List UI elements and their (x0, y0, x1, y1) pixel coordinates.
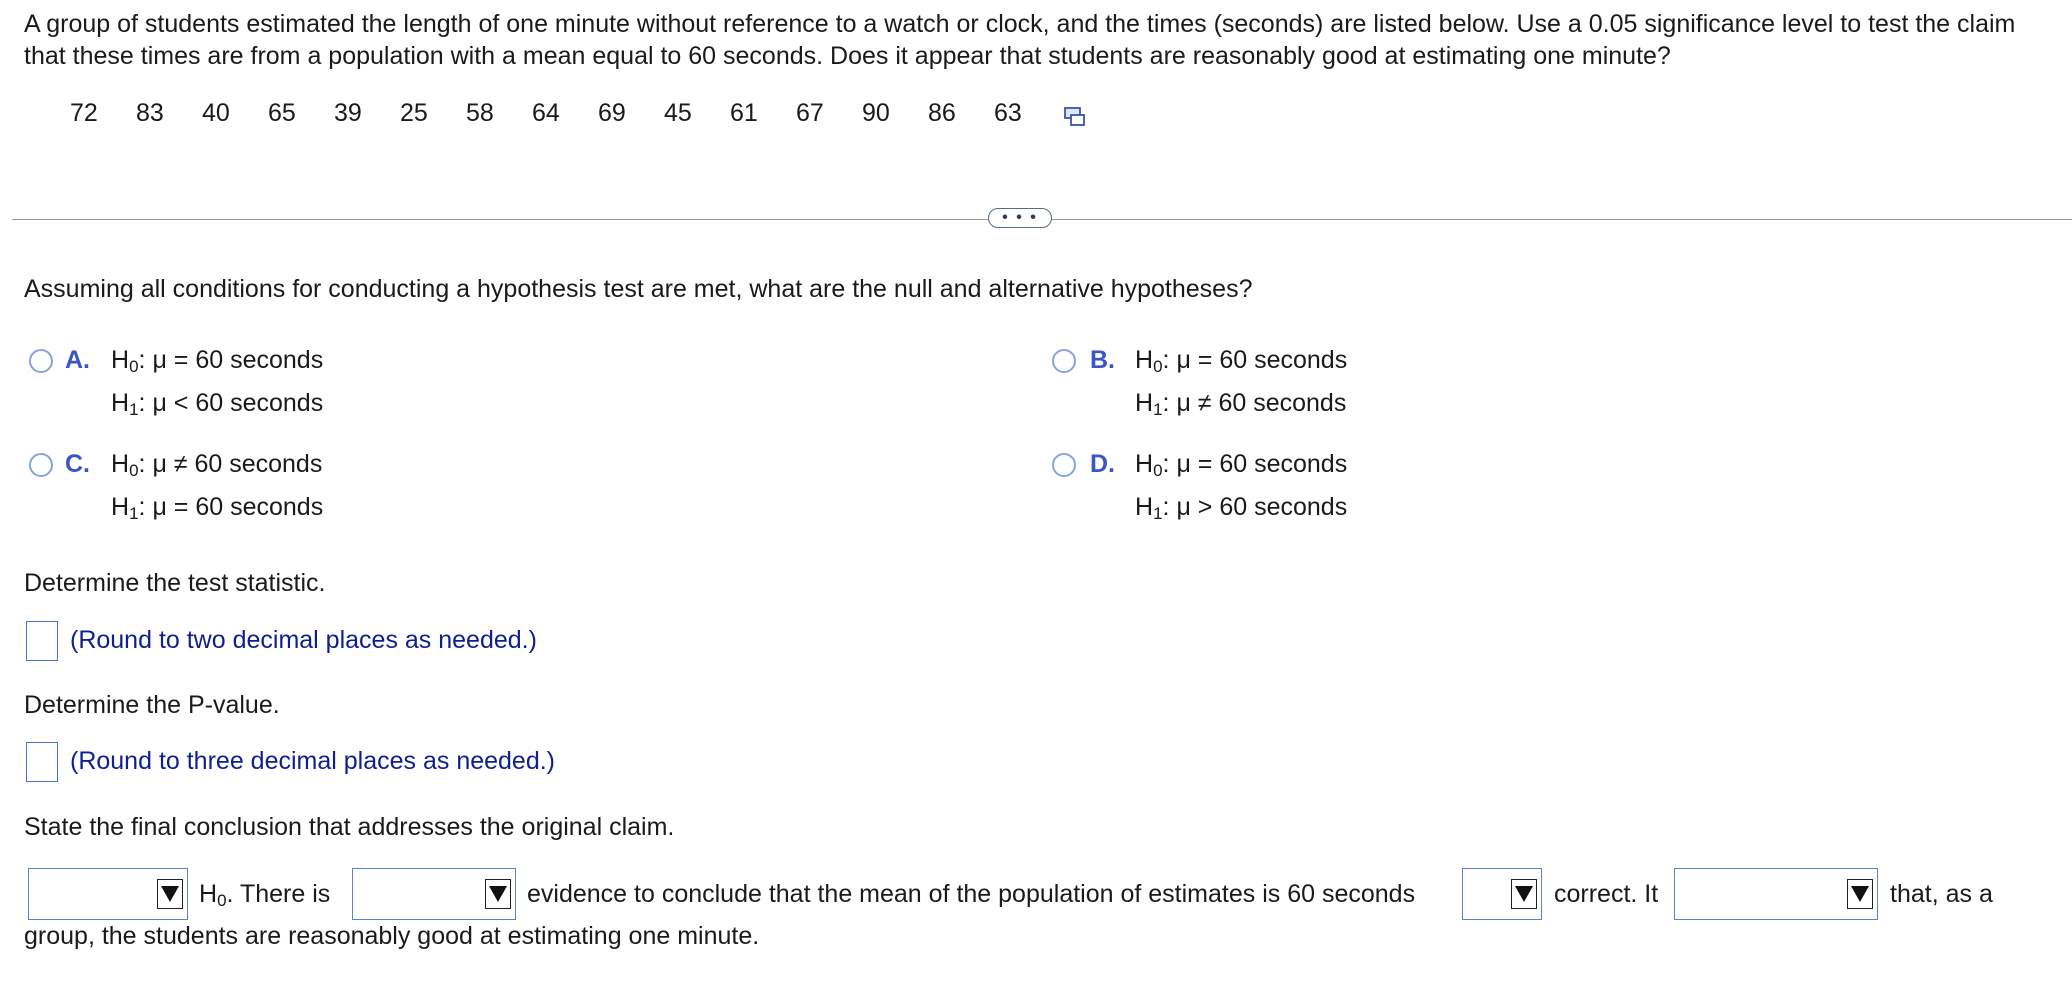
option-d-radio[interactable] (1052, 453, 1076, 477)
option-d-h0: $H_0$: μ = 60 seconds (1135, 450, 1348, 480)
data-value: 58 (466, 98, 494, 127)
option-c-h1: $H_1$: μ = 60 seconds (111, 493, 324, 523)
conclusion-text-2: evidence to conclude that the mean of the population of estimates is 60 seconds (527, 880, 1416, 908)
option-b-radio[interactable] (1052, 349, 1076, 373)
option-d-h0-relation: μ = 60 seconds (1176, 450, 1348, 478)
option-b-h0: $H_0$: μ = 60 seconds (1135, 346, 1348, 376)
data-value: 65 (268, 98, 296, 127)
data-value: 86 (928, 98, 956, 127)
option-c-h0-relation: μ ≠ 60 seconds (152, 450, 323, 478)
conclusion-question: State the final conclusion that addresses the original claim. (24, 813, 675, 841)
data-value: 63 (994, 98, 1022, 127)
test-statistic-hint: (Round to two decimal places as needed.) (70, 626, 537, 654)
data-values (70, 96, 1060, 130)
data-value: 90 (862, 98, 890, 127)
option-a-h1-relation: μ < 60 seconds (152, 389, 324, 417)
hypotheses-question: Assuming all conditions for conducting a hypothesis test are met, what are the null and alternative hypotheses? (24, 275, 1253, 303)
option-a-h0-relation: μ = 60 seconds (152, 346, 324, 374)
option-a-h1: $H_1$: μ < 60 seconds (111, 389, 324, 419)
option-c-letter: C. (65, 450, 90, 478)
show-more-button[interactable]: • • • (988, 208, 1052, 228)
data-value: 69 (598, 98, 626, 127)
option-b-h1-relation: μ ≠ 60 seconds (1176, 389, 1347, 417)
test-statistic-input[interactable] (26, 621, 58, 661)
dropdown-arrow-icon (1511, 879, 1537, 909)
conclusion-text-5: group, the students are reasonably good at estimating one minute. (24, 922, 760, 950)
data-value: 61 (730, 98, 758, 127)
option-c-radio[interactable] (29, 453, 53, 477)
appearance-dropdown[interactable] (1674, 868, 1878, 920)
data-value: 39 (334, 98, 362, 127)
data-value: 25 (400, 98, 428, 127)
data-value: 72 (70, 98, 98, 127)
option-d-letter: D. (1090, 450, 1115, 478)
data-value: 67 (796, 98, 824, 127)
option-d-h1: $H_1$: μ > 60 seconds (1135, 493, 1348, 523)
dropdown-arrow-icon (157, 879, 183, 909)
conclusion-text-1: $H_0$. There is (199, 880, 331, 910)
problem-statement: A group of students estimated the length of one minute without reference to a watch or clock, and the times (seconds) are listed below. Use a 0.05 significance level to test the claim that these times are from a population with a mean equal to 60 seconds. Does it appear that students are reasonably good at estimating one minute? (24, 10, 2016, 70)
evidence-dropdown[interactable] (352, 868, 516, 920)
option-a-h0: $H_0$: μ = 60 seconds (111, 346, 324, 376)
option-c-h1-relation: μ = 60 seconds (152, 493, 324, 521)
reject-decision-dropdown[interactable] (28, 868, 188, 920)
data-value: 64 (532, 98, 560, 127)
option-a-radio[interactable] (29, 349, 53, 373)
data-value: 83 (136, 98, 164, 127)
option-c-h0: $H_0$: μ ≠ 60 seconds (111, 450, 323, 480)
p-value-question: Determine the P-value. (24, 691, 280, 719)
option-b-h1: $H_1$: μ ≠ 60 seconds (1135, 389, 1347, 419)
data-value: 40 (202, 98, 230, 127)
dropdown-arrow-icon (1847, 879, 1873, 909)
p-value-input[interactable] (26, 742, 58, 782)
option-b-letter: B. (1090, 346, 1115, 374)
test-statistic-question: Determine the test statistic. (24, 569, 326, 597)
p-value-hint: (Round to three decimal places as needed.) (70, 747, 556, 775)
conclusion-text-3: correct. It (1554, 880, 1659, 908)
copy-data-icon[interactable] (1063, 104, 1087, 128)
option-a-letter: A. (65, 346, 90, 374)
option-d-h1-relation: μ > 60 seconds (1176, 493, 1348, 521)
claim-status-dropdown[interactable] (1462, 868, 1542, 920)
conclusion-text-4: that, as a (1890, 880, 1993, 908)
option-b-h0-relation: μ = 60 seconds (1176, 346, 1348, 374)
data-value: 45 (664, 98, 692, 127)
dropdown-arrow-icon (485, 879, 511, 909)
